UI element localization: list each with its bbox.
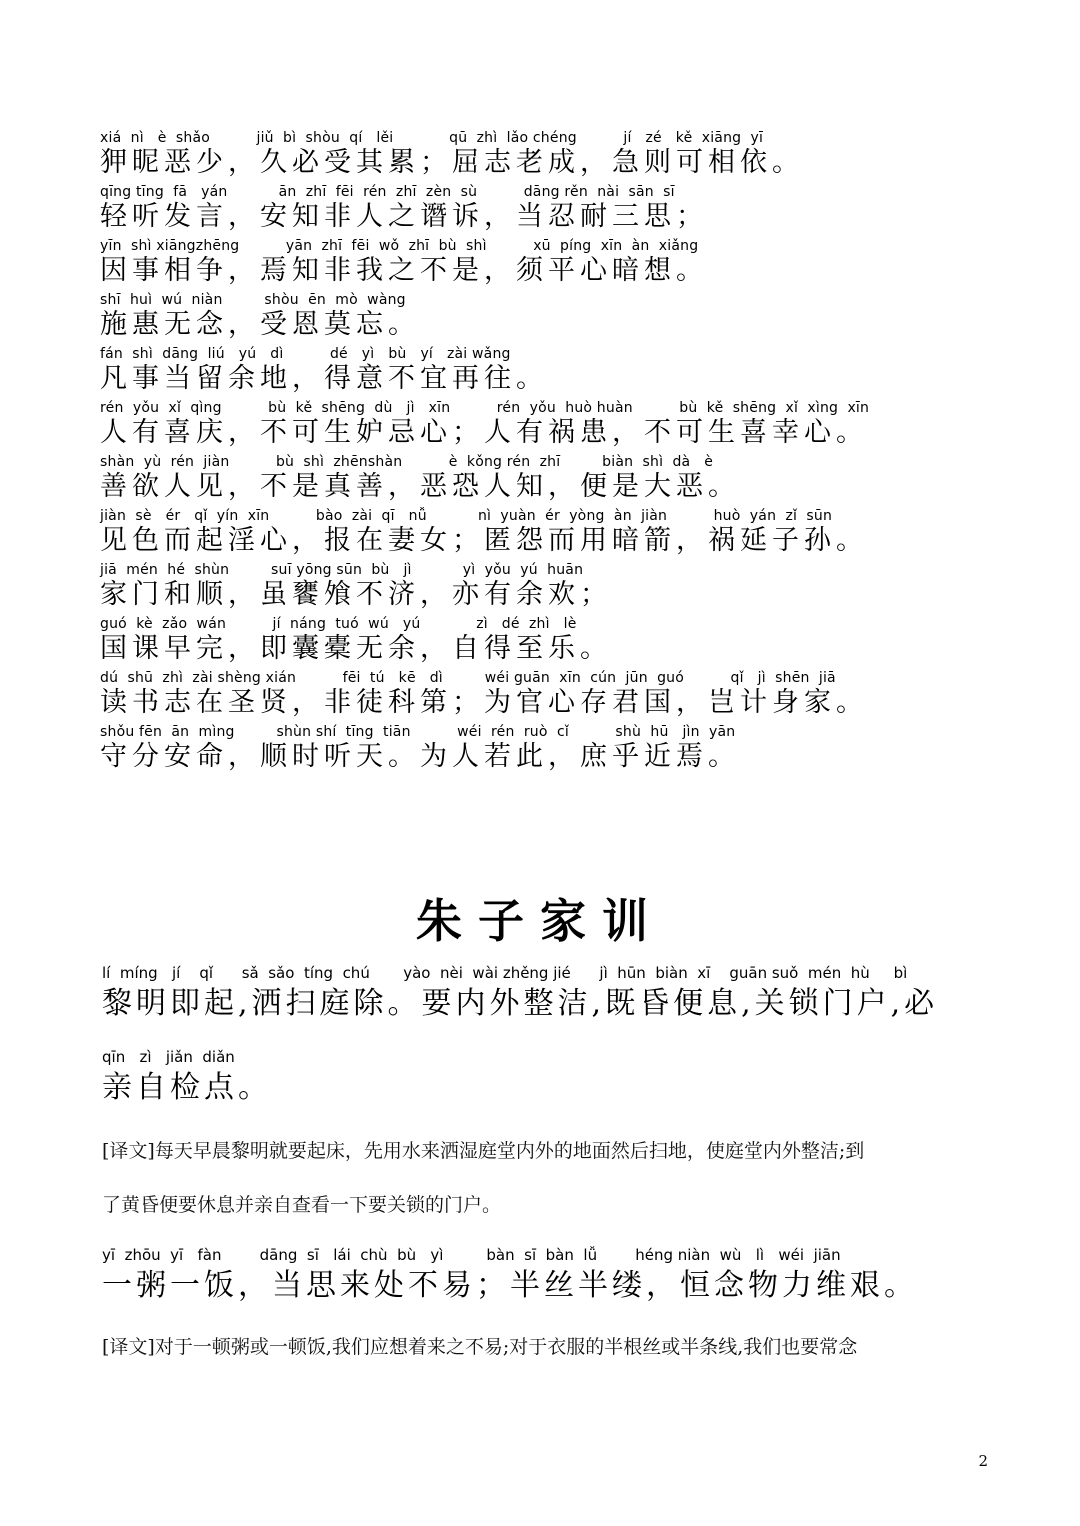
verse-line: 见色而起淫心，报在妻女；匿怨而用暗箭，祸延子孙。	[100, 525, 868, 556]
translation-line: [译文]对于一顿粥或一顿饭,我们应想着来之不易;对于衣服的半根丝或半条线,我们也要常念	[102, 1336, 858, 1358]
verse-line: 因事相争，焉知非我之不是，须平心暗想。	[100, 255, 708, 286]
verse-line: 守分安命，顺时听天。为人若此，庶乎近焉。	[100, 741, 740, 772]
verse-line-group	[100, 668, 1000, 718]
pinyin-line: xiá nì è shǎo jiǔ bì shòu qí lěi qū zhì lǎo chéng jí zé kě xiāng yī	[100, 130, 764, 146]
verse-line: 善欲人见，不是真善，恶恐人知，便是大恶。	[100, 471, 740, 502]
page-number: 2	[978, 1452, 988, 1470]
verse-block-b	[102, 1244, 1002, 1306]
translation-line: 了黄昏便要休息并亲自查看一下要关锁的门户。	[102, 1194, 502, 1216]
verse-line-group	[100, 344, 1000, 394]
verse-line-group	[100, 614, 1000, 664]
verse-line: 凡事当留余地，得意不宜再往。	[100, 363, 548, 394]
pinyin-line: guó kè zǎo wán jí náng tuó wú yú zì dé zhì lè	[100, 616, 577, 632]
verse-line-group	[100, 452, 1000, 502]
verse-line-group	[100, 398, 1000, 448]
pinyin-line: dú shū zhì zài shèng xián fēi tú kē dì wéi guān xīn cún jūn guó qǐ jì shēn jiā	[100, 670, 836, 686]
verse-line-group	[100, 506, 1000, 556]
verse-line-group	[100, 560, 1000, 610]
verse-line: 亲自检点。	[102, 1070, 272, 1105]
pinyin-line: fán shì dāng liú yú dì dé yì bù yí zài wǎng	[100, 346, 511, 362]
verse-line-group	[100, 722, 1000, 772]
verse-line: 一粥一饭，当思来处不易；半丝半缕，恒念物力维艰。	[102, 1268, 918, 1303]
pinyin-line: shàn yù rén jiàn bù shì zhēnshàn è kǒng rén zhī biàn shì dà è	[100, 454, 714, 470]
verse-line: 国课早完，即囊橐无余，自得至乐。	[100, 633, 612, 664]
verse-line: 黎明即起,洒扫庭除。要内外整洁,既昏便息,关锁门户,必	[102, 986, 939, 1021]
pinyin-line: jiàn sè ér qǐ yín xīn bào zài qī nǚ nì yuàn ér yòng àn jiàn huò yán zǐ sūn	[100, 508, 833, 524]
pinyin-line: qīn zì jiǎn diǎn	[102, 1048, 235, 1066]
verse-line: 施惠无念，受恩莫忘。	[100, 309, 420, 340]
pinyin-line: yīn shì xiāngzhēng yān zhī fēi wǒ zhī bù shì xū píng xīn àn xiǎng	[100, 238, 699, 254]
verse-block-a	[102, 962, 1002, 1108]
verse-line: 读书志在圣贤，非徒科第；为官心存君国，岂计身家。	[100, 687, 868, 718]
verse-line-group	[100, 290, 1000, 340]
verse-line-group	[100, 236, 1000, 286]
pinyin-line: yī zhōu yī fàn dāng sī lái chù bù yì bàn sī bàn lǚ héng niàn wù lì wéi jiān	[102, 1246, 841, 1264]
verse-line-group	[100, 182, 1000, 232]
verse-line-group	[100, 128, 1000, 178]
verse-line: 人有喜庆，不可生妒忌心；人有祸患，不可生喜幸心。	[100, 417, 868, 448]
verse-line: 轻听发言，安知非人之谮诉，当忍耐三思；	[100, 201, 708, 232]
verse-line: 家门和顺，虽饔飧不济，亦有余欢；	[100, 579, 612, 610]
page-title: 朱子家训	[416, 894, 664, 948]
pinyin-line: shǒu fēn ān mìng shùn shí tīng tiān wéi rén ruò cǐ shù hū jìn yān	[100, 724, 736, 740]
pinyin-line: lí míng jí qǐ sǎ sǎo tíng chú yào nèi wài zhěng jié jì hūn biàn xī guān suǒ mén hù bì	[102, 964, 908, 982]
translation-line: [译文]每天早晨黎明就要起床，先用水来洒湿庭堂内外的地面然后扫地，使庭堂内外整洁;到	[102, 1140, 865, 1162]
verse-section	[100, 128, 1000, 776]
pinyin-line: jiā mén hé shùn suī yōng sūn bù jì yì yǒu yú huān	[100, 562, 584, 578]
verse-line: 狎昵恶少，久必受其累；屈志老成，急则可相依。	[100, 147, 804, 178]
pinyin-line: rén yǒu xǐ qìng bù kě shēng dù jì xīn rén yǒu huò huàn bù kě shēng xǐ xìng xīn	[100, 400, 870, 416]
pinyin-line: qīng tīng fā yán ān zhī fēi rén zhī zèn sù dāng rěn nài sān sī	[100, 184, 675, 200]
pinyin-line: shī huì wú niàn shòu ēn mò wàng	[100, 292, 406, 308]
